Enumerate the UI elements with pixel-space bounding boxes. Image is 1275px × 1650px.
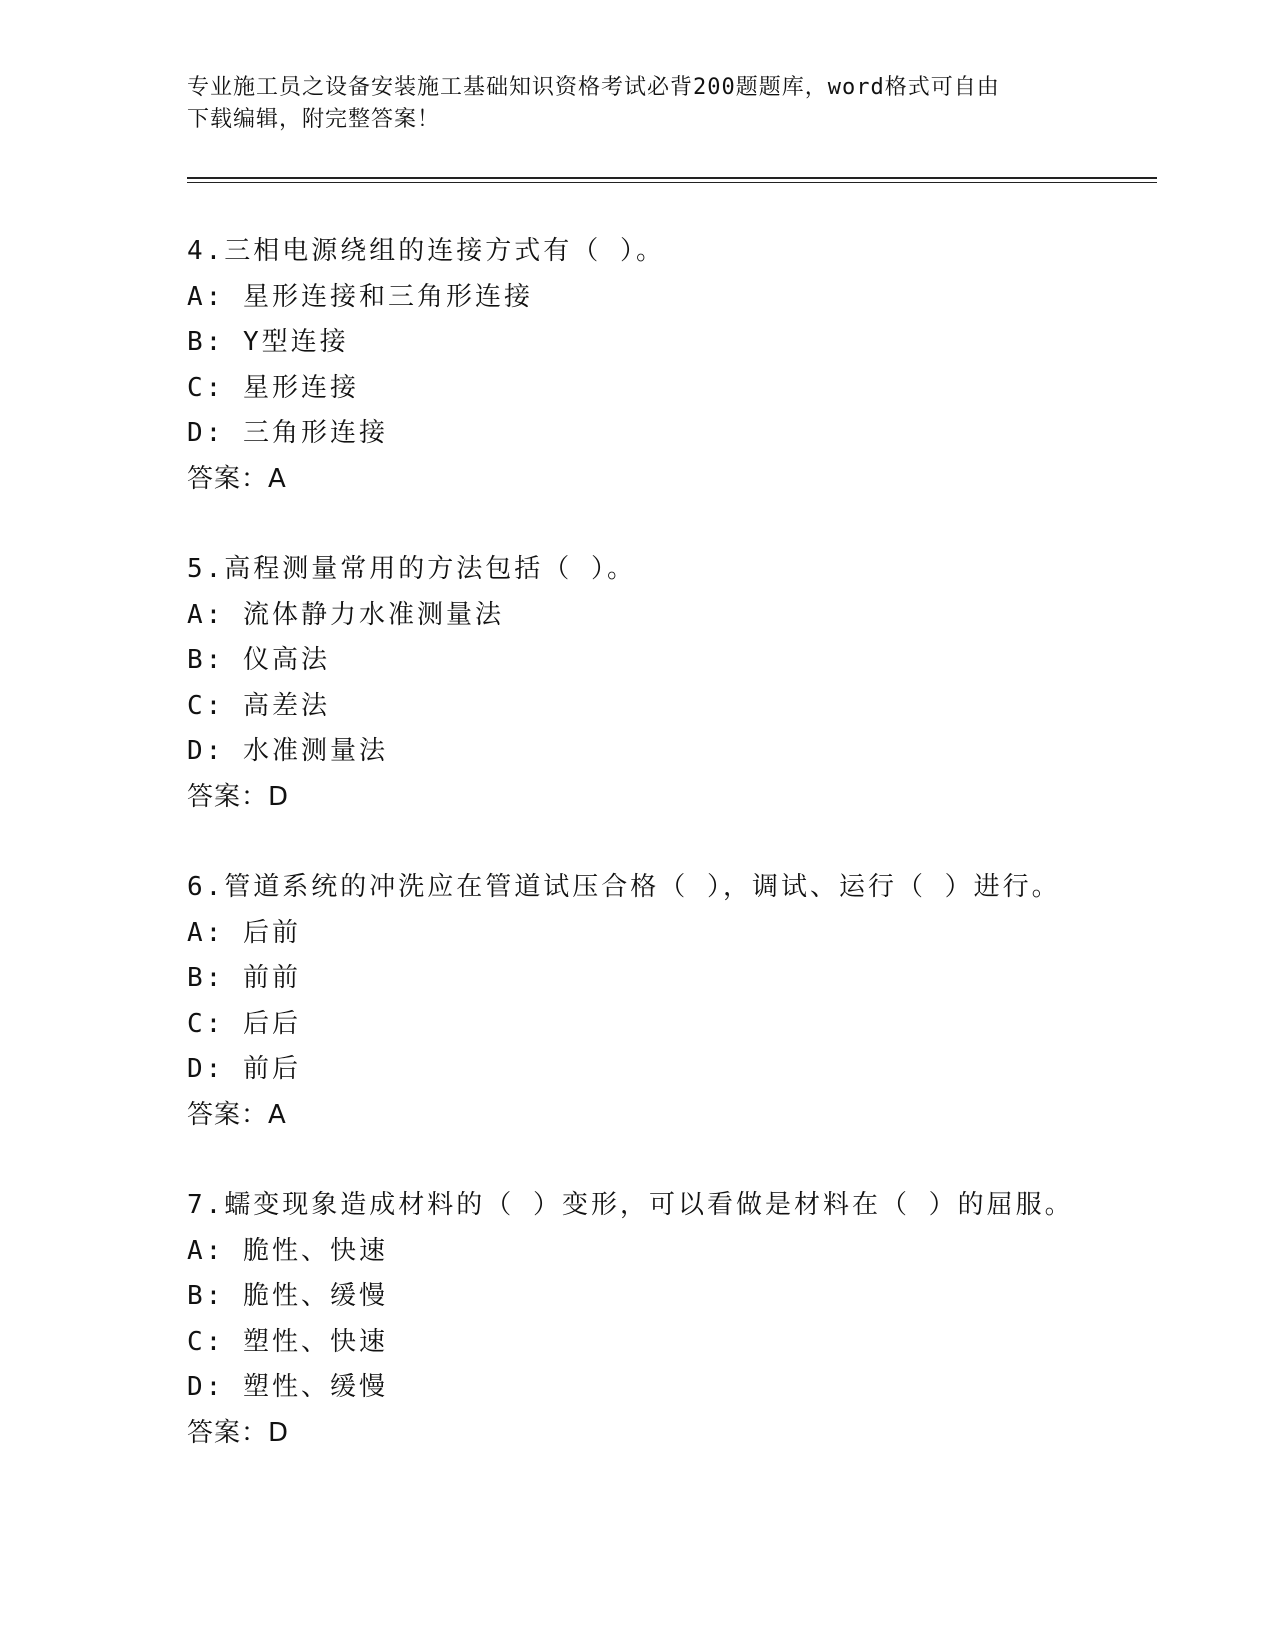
question-stem: 7.蠕变现象造成材料的（ ）变形，可以看做是材料在（ ）的屈服。 [187,1190,1074,1220]
option-c: C: 塑性、快速 [187,1326,388,1357]
question-stem: 6.管道系统的冲洗应在管道试压合格（ ），调试、运行（ ）进行。 [187,872,1061,902]
option-a: A: 流体静力水准测量法 [187,599,504,630]
option-d: D: 塑性、缓慢 [187,1372,388,1402]
answer-label: 答案：A [187,1099,287,1130]
question-5 [187,547,1187,820]
option-b: B: 脆性、缓慢 [187,1281,388,1311]
answer-label: 答案：A [187,463,287,494]
answer-label: 答案：D [187,1417,290,1448]
question-stem: 4.三相电源绕组的连接方式有（ ）。 [187,236,665,266]
option-a: A: 脆性、快速 [187,1235,388,1266]
header-line-2: 下载编辑，附完整答案！ [187,107,441,132]
option-b: B: Y型连接 [187,327,349,357]
header-line-1: 专业施工员之设备安装施工基础知识资格考试必背200题题库，word格式可自由 [187,75,1000,100]
option-d: D: 前后 [187,1054,301,1084]
question-6 [187,865,1187,1138]
option-d: D: 水准测量法 [187,736,388,766]
option-d: D: 三角形连接 [187,418,388,448]
answer-label: 答案：D [187,781,290,812]
option-c: C: 后后 [187,1008,301,1039]
option-b: B: 前前 [187,963,301,993]
option-c: C: 高差法 [187,690,330,721]
option-c: C: 星形连接 [187,372,359,403]
header-divider-thick [187,177,1157,179]
option-b: B: 仪高法 [187,645,330,675]
document-header [187,72,1067,136]
header-divider-thin [187,182,1157,183]
question-stem: 5.高程测量常用的方法包括（ ）。 [187,554,636,584]
option-a: A: 后前 [187,917,301,948]
question-4 [187,229,1187,502]
question-7 [187,1183,1187,1456]
option-a: A: 星形连接和三角形连接 [187,281,533,312]
